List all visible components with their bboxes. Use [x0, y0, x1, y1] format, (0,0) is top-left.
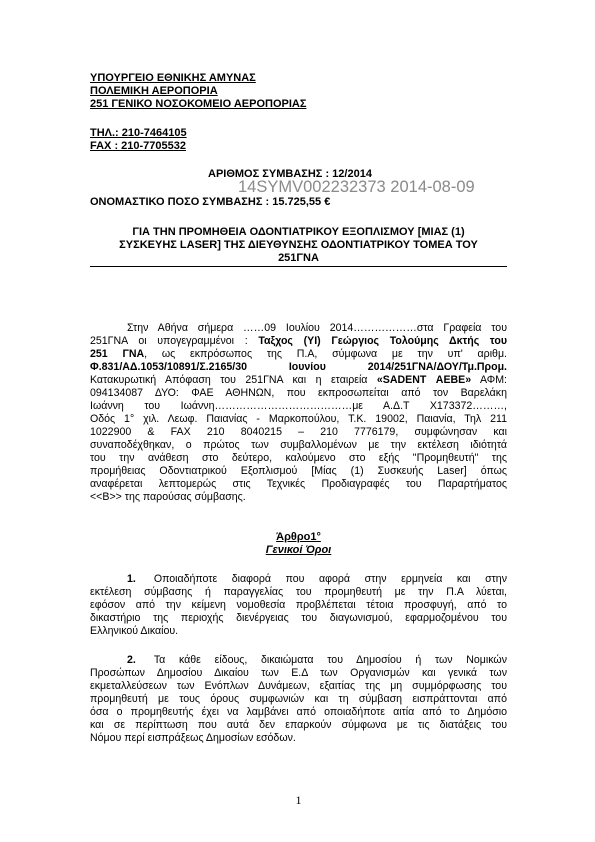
fax-line: FAX : 210-7705532: [90, 140, 187, 152]
para-1-number: 1.: [127, 573, 136, 585]
para-1-line-4: δικαστήριο της περιοχής διενέργειας του διαγωνισμού, εφαρμοζομένου του: [90, 612, 507, 624]
page-number: 1: [295, 793, 302, 807]
intro-signatories-text: 251ΓΝΑ οι υπογεγραμμένοι :: [90, 335, 259, 347]
para-2-line-2: Προσώπων Δημοσίου Δικαίου των Ε.Δ των Οργανισμών και γενικά των: [90, 667, 507, 679]
contract-title-line-1: ΓΙΑ ΤΗΝ ΠΡΟΜΗΘΕΙΑ ΟΔΟΝΤΙΑΤΡΙΚΟΥ ΕΞΟΠΛΙΣΜΟΥ [ΜΙΑΣ (1): [132, 226, 465, 238]
intro-line-2: [90, 335, 507, 348]
para-2-line-3: εκμεταλλεύσεων των Ενόπλων Δυνάμεων, εξαιτίας της μη συμμόρφωσης του: [90, 680, 507, 692]
contract-title-line-3: 251ΓΝΑ: [278, 252, 319, 264]
para-2-line-5: όσα ο προμηθευτής έχει να λαμβάνει από οποιαδήποτε αιτία από το Δημόσιο: [90, 706, 507, 718]
article-1-title: Άρθρο1°: [276, 531, 321, 543]
intro-afm-label: ΑΦΜ:: [471, 374, 507, 386]
intro-line-8: Οδός 1° χιλ. Λεωφ. Παιανίας - Μαρκοπούλου, Τ.Κ. 19002, Παιανία, Τηλ 211: [90, 413, 507, 425]
para-2-number: 2.: [127, 654, 136, 666]
para-1-text-1: Οποιαδήποτε διαφορά που αφορά στην ερμηνεία και στην: [153, 573, 507, 585]
intro-line-14: <<Β>> της παρούσας σύμβασης.: [90, 491, 246, 503]
para-1-line-5: Ελληνικού Δικαίου.: [90, 625, 179, 637]
contract-number: ΑΡΙΘΜΟΣ ΣΥΜΒΑΣΗΣ : 12/2014: [208, 168, 372, 180]
intro-hospital-abbr: 251 ΓΝΑ: [90, 348, 145, 360]
hospital-heading: 251 ΓΕΝΙΚΟ ΝΟΣΟΚΟΜΕΙΟ ΑΕΡΟΠΟΡΙΑΣ: [90, 98, 307, 110]
para-1-line-3: εφόσον από την κείμενη νομοθεσία προβλέπεται τέτοια προσφυγή, από το: [90, 599, 507, 611]
title-divider: [90, 266, 507, 267]
intro-company-name: «SADENT ΑΕΒΕ»: [376, 374, 472, 386]
intro-officer-name: Ταξχος (ΥΙ) Γεώργιος Τολούμης Δκτής του: [258, 335, 507, 347]
article-1-subtitle: Γενικοί Όροι: [265, 544, 332, 556]
phone-line: ΤΗΛ.: 210-7464105: [90, 127, 187, 139]
intro-line-13: αναφέρεται λεπτομερώς στις Τεχνικές Προδιαγραφές του Παραρτήματος: [90, 478, 507, 490]
contract-amount: ΟΝΟΜΑΣΤΙΚΟ ΠΟΣΟ ΣΥΜΒΑΣΗΣ : 15.725,55 €: [90, 196, 331, 208]
contract-title-line-2: ΣΥΣΚΕΥΗΣ LASER] ΤΗΣ ΔΙΕΥΘΥΝΣΗΣ ΟΔΟΝΤΙΑΤΡΙΚΟΥ ΤΟΜΕΑ ΤΟΥ: [119, 239, 478, 251]
para-2-line-4: προμηθευτή με τους όρους συμφωνιών και τη σύμβαση εισπράττονται από: [90, 693, 507, 705]
intro-decision-ref: Φ.831/ΑΔ.1053/10891/Σ.2165/30 Ιουνίου 2014/251ΓΝΑ/ΔΟΥ/Τμ.Προμ.: [90, 361, 507, 373]
para-2-text-1: Τα κάθε είδους, δικαιώματα του Δημοσίου ή των Νομικών: [153, 654, 507, 666]
branch-heading: ΠΟΛΕΜΙΚΗ ΑΕΡΟΠΟΡΙΑ: [90, 85, 218, 97]
intro-line-10: συναποδέχθηκαν, ο πρώτος των συμβαλλομένων με την εκτέλεση ιδιότητά: [90, 439, 507, 451]
para-1-line-1: [127, 573, 507, 586]
ministry-heading: ΥΠΟΥΡΓΕΙΟ ΕΘΝΙΚΗΣ ΑΜΥΝΑΣ: [90, 72, 256, 84]
intro-line-5: [90, 374, 507, 387]
intro-line-6: 094134087 ΔΥΟ: ΦΑΕ ΑΘΗΝΩΝ, που εκπροσωπείται από τον Βαρελάκη: [90, 387, 507, 399]
intro-line-1: Στην Αθήνα σήμερα ……09 Ιουλίου 2014………………στα Γραφεία του: [127, 322, 507, 334]
intro-company-lead: Κατακυρωτική Απόφαση του 251ΓΝΑ και η εταιρεία: [90, 374, 377, 386]
intro-line-7: Ιωάννη του Ιωάννη…………………………………με Α.Δ.Τ Χ173372………,: [90, 400, 507, 412]
intro-representative-text: , ως εκπρόσωπος της Π.Α, σύμφωνα με την υπ' αριθμ.: [144, 348, 507, 360]
intro-line-11: του την ανάθεση στο δεύτερο, καλούμενο στο εξής "Προμηθευτή" της: [90, 452, 507, 464]
para-1-line-2: εκτέλεση σύμβασης ή παραγγελίας του προμηθευτή με την Π.Α λύεται,: [90, 586, 507, 598]
para-2-line-7: Νόμου περί εισπράξεως Δημοσίων εσόδων.: [90, 732, 296, 744]
para-2-line-1: [127, 654, 507, 667]
intro-line-3: [90, 348, 507, 361]
intro-line-12: προμήθειας Οδοντιατρικού Εξοπλισμού [Μίας (1) Συσκευής Laser] όπως: [90, 465, 507, 477]
registry-watermark: 14SYMV002232373 2014-08-09: [238, 178, 475, 196]
para-2-line-6: και σε περίπτωση που αυτά δεν επαρκούν σύμφωνα με τις διατάξεις του: [90, 719, 507, 731]
intro-line-9: 1022900 & FAX 210 8040215 – 210 7776179, συμφώνησαν και: [90, 426, 507, 438]
